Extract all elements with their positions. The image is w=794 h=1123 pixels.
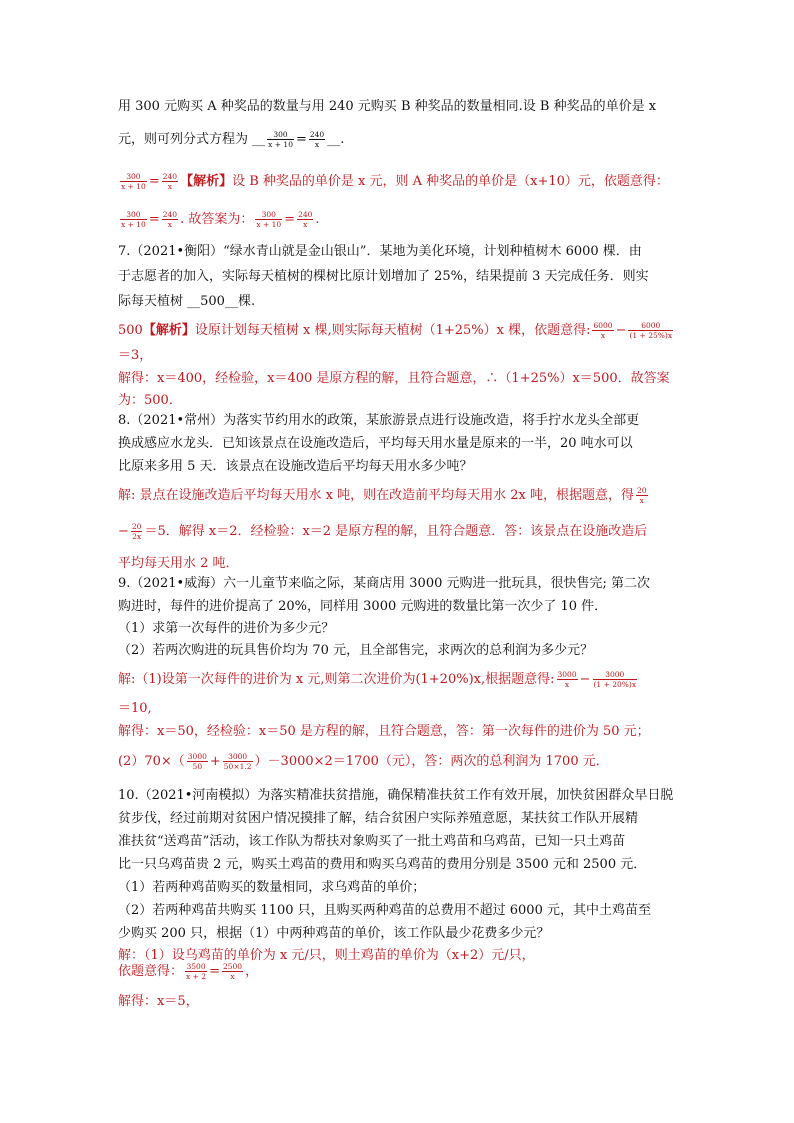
q7-answer-line4: 为：500． (118, 393, 182, 408)
q6-ans2-frac1: $\frac{300}{x + 10}$ (121, 210, 146, 229)
q7-answer-line1 (118, 321, 675, 340)
q8-minus: − (118, 524, 129, 539)
q6-ans2-mid: . 故答案为： (180, 212, 254, 227)
q10-sub2-line1: （2）若两种鸡苗共购买 1100 只，且购买两种鸡苗的总费用不超过 6000 元，其中土鸡苗至 (118, 903, 651, 918)
q9-stem-line1: 9.（2021•威海）六一儿童节来临之际，某商店用 3000 元购进一批玩具，很快售完; 第二次 (118, 576, 651, 591)
q7-analysis-text: 设原计划每天植树 x 棵,则实际每天植树（1+25%）x 棵，依题意得: (194, 323, 591, 338)
q9-stem-line2: 购进时，每件的进价提高了 20%，同样用 3000 元购进的数量比第一次少了 10 件． (118, 599, 608, 614)
q8-stem-line1: 8.（2021•常州）为落实节约用水的政策，某旅游景点进行设施改造，将手拧水龙头全部更 (118, 413, 640, 428)
q6-ans2-frac4: $\frac{240}{x}$ (298, 210, 313, 229)
q7-stem3-text: 际每天植树 (118, 294, 188, 309)
q10-ans2-post: ， (245, 964, 259, 979)
q9-ans4-pre: (2）70×（ (118, 754, 185, 769)
q6-blank-frac1: $\frac{300}{x + 10}$ (268, 130, 293, 149)
q6-ans-frac1: $\frac{300}{x + 10}$ (121, 172, 146, 191)
q7-stem-line3 (118, 293, 255, 311)
q6-ans2-eq1: = (148, 212, 160, 227)
q10-frac1: $\frac{3500}{x + 2}$ (186, 962, 207, 981)
q9-frac1: $\frac{3000}{x}$ (557, 670, 577, 689)
q10-stem-line4: 比一只乌鸡苗贵 2 元，购买土鸡苗的费用和购买乌鸡苗的费用分别是 3500 元和 2500 元． (118, 857, 647, 872)
q7-answer-blank: __500__ (187, 294, 238, 309)
q7-frac1: $\frac{6000}{x}$ (593, 321, 613, 340)
q10-sub2-line2: 少购买 200 只，根据（1）中两种鸡苗的单价，该工作队最少花费多少元？ (118, 926, 550, 941)
q7-ans-num: 500 (118, 323, 143, 338)
q10-eq: = (209, 964, 220, 979)
q10-frac2: $\frac{2500}{x}$ (222, 962, 243, 981)
q6-ans2-frac2: $\frac{240}{x}$ (162, 210, 178, 229)
q7-minus: − (615, 323, 627, 338)
q9-g-frac2: $\frac{3000}{50\times 1.2}$ (223, 752, 252, 771)
q10-answer-line3: 解得：x＝5， (118, 994, 199, 1009)
q7-stem3-post: 棵. (237, 294, 256, 309)
q6-blank-lead: __ (252, 132, 266, 147)
q6-answer-line1 (118, 172, 669, 191)
q8-ans1-text: 解: 景点在设施改造后平均每天用水 x 吨，则在改造前平均每天用水 2x 吨，根据题意，得 (118, 488, 634, 503)
q9-sub1: （1）求第一次每件的进价为多少元？ (118, 621, 335, 636)
q6-blank-frac2: $\frac{240}{x}$ (309, 130, 325, 149)
q8-frac1: $\frac{20}{x}$ (636, 486, 647, 505)
q9-answer-line2: ＝10, (118, 701, 152, 716)
q9-ans4-post: ）－3000×2＝1700（元），答：两次的总利润为 1700 元． (254, 754, 609, 769)
q8-ans2-text: ＝5．解得 x＝2．经检验：x＝2 是原方程的解，且符合题意．答：该景点在设施改造后 (144, 524, 648, 539)
q6-ans2-frac3: $\frac{300}{x + 10}$ (256, 210, 282, 229)
q8-stem-line2: 换成感应水龙头．已知该景点在设施改造后，平均每天用水量是原来的一半，20 吨水可以 (118, 436, 633, 451)
q7-analysis-tag: 【解析】 (142, 323, 195, 338)
q6-blank-trail: __. (327, 132, 345, 147)
q7-stem-line1: 7.（2021•衡阳）“绿水青山就是金山银山”．某地为美化环境，计划种植树木 6000 棵．由 (118, 244, 642, 259)
q6-blank-eq: = (295, 132, 307, 147)
q9-frac2: $\frac{3000}{(1 + 20\%)x}$ (593, 670, 637, 689)
q9-sub2: （2）若两次购进的玩具售价均为 70 元，且全部售完，求两次的总利润为多少元？ (118, 643, 594, 658)
q10-ans2-pre: 依题意得： (118, 964, 184, 979)
q7-stem-line2: 于志愿者的加入，实际每天植树的棵树比原计划增加了 25%，结果提前 3 天完成任务．则实 (118, 269, 649, 284)
q8-stem-line3: 比原来多用 5 天．该景点在设施改造后平均每天用水多少吨？ (118, 459, 473, 474)
q10-answer-line2 (118, 962, 258, 981)
q9-plus: + (209, 754, 221, 769)
q7-frac2: $\frac{6000}{(1 + 25\%)x}$ (629, 321, 673, 340)
q9-answer-line1 (118, 670, 639, 689)
q8-answer-line3: 平均每天用水 2 吨． (118, 556, 239, 571)
q6-analysis-text: 设 B 种奖品的单价是 x 元，则 A 种奖品的单价是（x+10）元，依题意得： (232, 174, 669, 189)
q10-stem-line3: 准扶贫“送鸡苗”活动，该工作队为帮扶对象购买了一批土鸡苗和乌鸡苗，已知一只土鸡苗 (118, 834, 626, 849)
q7-answer-line3: 解得：x＝400，经检验，x＝400 是原方程的解，且符合题意，∴（1+25%）x＝500．故答案 (118, 371, 670, 386)
q10-stem-line1: 10.（2021•河南模拟）为落实精准扶贫措施，确保精准扶贫工作有效开展，加快贫困群众早日脱 (118, 788, 674, 803)
q6-answer-line2 (118, 210, 320, 229)
q6-ans2-eq2: = (284, 212, 296, 227)
q8-answer-line1 (118, 486, 650, 505)
q6-stem-line2 (118, 130, 344, 149)
q9-answer-line4 (118, 752, 609, 771)
q9-answer-line3: 解得：x＝50，经检验：x＝50 是方程的解，且符合题意，答：第一次每件的进价为 50 元； (118, 724, 650, 739)
q7-answer-line2: ＝3， (118, 348, 153, 363)
q9-g-frac1: $\frac{3000}{50}$ (187, 752, 207, 771)
q10-stem-line2: 贫步伐，经过前期对贫困户情况摸排了解，结合贫困户实际养殖意愿，某扶贫工作队开展精 (118, 811, 639, 826)
q6-ans-frac2: $\frac{240}{x}$ (162, 172, 178, 191)
q9-ans1-text: 解:（1)设第一次每件的进价为 x 元,则第二次进价为(1+20%)x,根据题意得: (118, 672, 555, 687)
q8-frac2: $\frac{20}{2x}$ (131, 522, 142, 541)
q6-ans-eq: = (148, 174, 160, 189)
q10-answer-line1: 解：（1）设乌鸡苗的单价为 x 元/只，则土鸡苗的单价为（x+2）元/只， (118, 948, 535, 963)
q6-stem-text: 元，则可列分式方程为 (118, 132, 253, 147)
q6-stem-line1: 用 300 元购买 A 种奖品的数量与用 240 元购买 B 种奖品的数量相同.设 B 种奖品的单价是 x (118, 99, 657, 114)
q8-answer-line2 (118, 522, 647, 541)
q6-analysis-tag: 【解析】 (180, 174, 233, 189)
q10-sub1: （1）若两种鸡苗购买的数量相同，求乌鸡苗的单价； (118, 880, 426, 895)
q6-ans2-end: . (315, 212, 320, 227)
q9-minus: − (579, 672, 591, 687)
